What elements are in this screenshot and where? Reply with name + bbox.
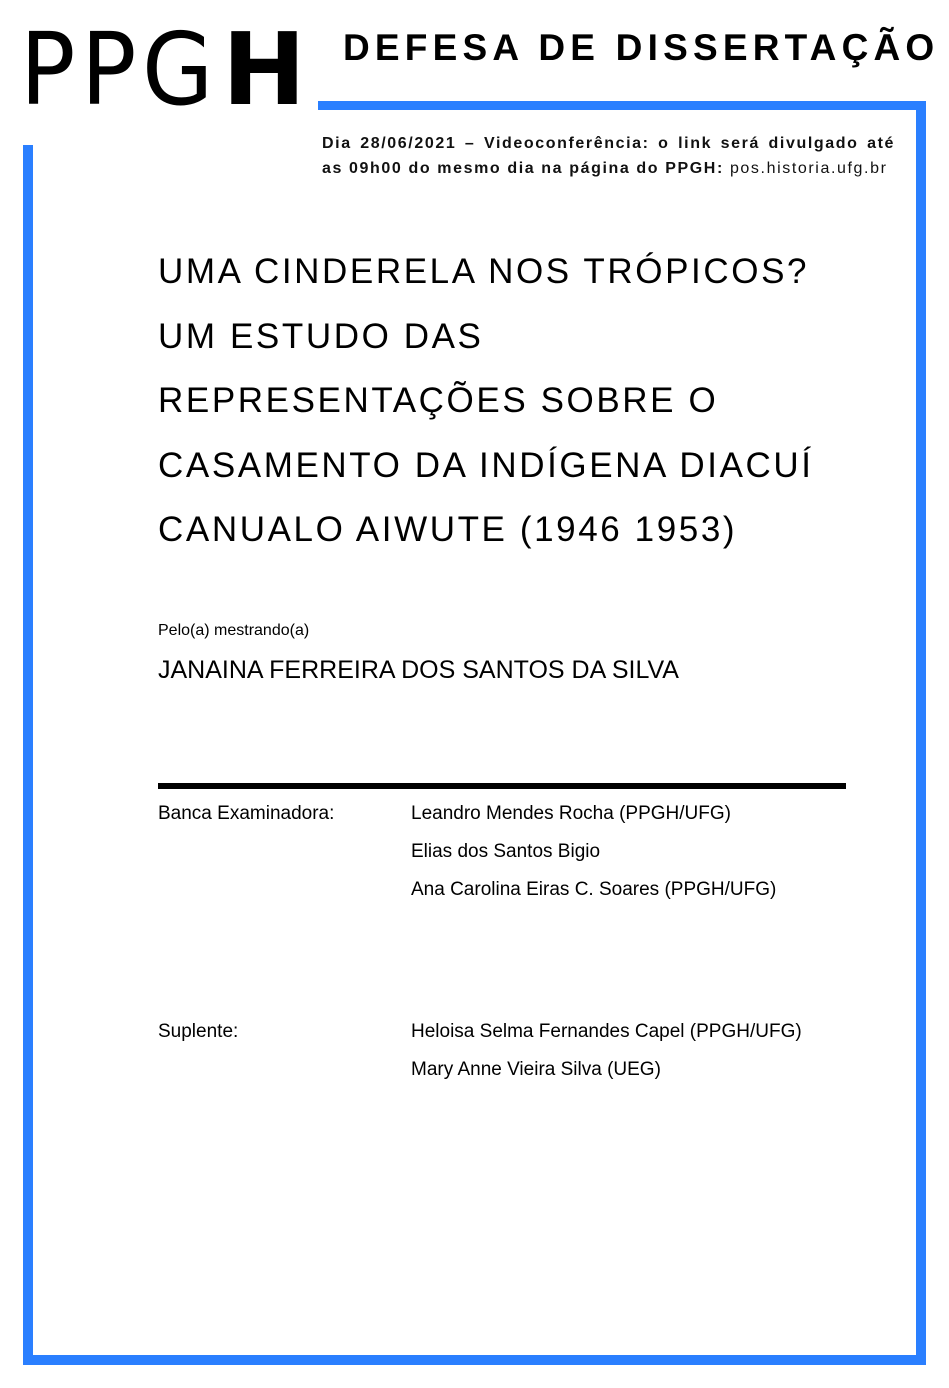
thesis-title-line: CASAMENTO DA INDÍGENA DIACUÍ: [158, 445, 814, 485]
student-name: JANAINA FERREIRA DOS SANTOS DA SILVA: [158, 656, 679, 684]
section-divider: [158, 783, 846, 789]
examiner-name: Ana Carolina Eiras C. Soares (PPGH/UFG): [411, 879, 777, 900]
frame-border-left: [23, 145, 33, 1365]
thesis-title-line: UMA CINDERELA NOS TRÓPICOS?: [158, 252, 810, 291]
event-info-text: Dia 28/06/2021 – Videoconferência: o link será divulgado até as 09h00 do mesmo dia na página do PPGH: [322, 135, 895, 177]
ppgh-logo: [20, 11, 312, 128]
examiners-list: [411, 795, 776, 909]
logo-text-h: H: [222, 11, 312, 128]
examiners-label: Banca Examinadora:: [158, 803, 335, 824]
alternate-name: Heloisa Selma Fernandes Capel (PPGH/UFG): [411, 1021, 802, 1042]
logo-text-ppg: PPG: [20, 11, 219, 128]
alternates-label: Suplente:: [158, 1021, 239, 1042]
thesis-title-line: CANUALO AIWUTE (1946 1953): [158, 510, 738, 549]
thesis-title: [158, 240, 878, 563]
thesis-title-line: REPRESENTAÇÕES SOBRE O: [158, 381, 719, 420]
document-type-heading: DEFESA DE DISSERTAÇÃO: [343, 27, 940, 68]
event-info-separator: :: [716, 160, 730, 177]
frame-border-bottom: [23, 1355, 926, 1365]
frame-border-top: [318, 101, 926, 110]
event-info: [322, 131, 895, 181]
examiner-name: Elias dos Santos Bigio: [411, 841, 601, 862]
alternates-list: [411, 1013, 802, 1089]
examiner-name: Leandro Mendes Rocha (PPGH/UFG): [411, 803, 731, 824]
thesis-title-line: UM ESTUDO DAS: [158, 316, 484, 356]
student-label: Pelo(a) mestrando(a): [158, 622, 310, 639]
frame-border-right: [916, 101, 926, 1365]
event-url-link[interactable]: pos.historia.ufg.br: [729, 160, 888, 177]
alternate-name: Mary Anne Vieira Silva (UEG): [411, 1059, 661, 1080]
